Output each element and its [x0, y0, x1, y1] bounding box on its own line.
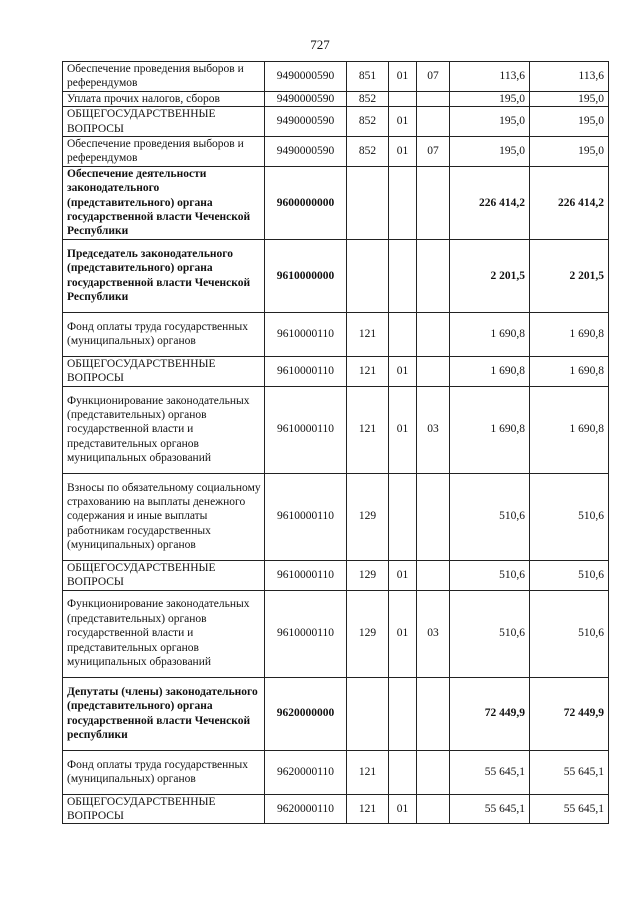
c4-cell — [389, 677, 417, 750]
table-row — [63, 91, 609, 106]
value1-cell: 510,6 — [450, 473, 530, 560]
value2-cell: 510,6 — [530, 473, 609, 560]
name-cell: Обеспечение проведения выборов и референдумов — [63, 62, 265, 92]
code-cell: 9610000110 — [265, 473, 347, 560]
c3-cell — [347, 239, 389, 312]
c5-cell — [417, 356, 450, 386]
name-cell: Функционирование законодательных (представительных) органов государственной власти и представительных органов муниципальных образований — [63, 590, 265, 677]
value2-cell: 195,0 — [530, 137, 609, 167]
c3-cell: 121 — [347, 356, 389, 386]
page-number: 727 — [310, 37, 330, 52]
value1-cell: 1 690,8 — [450, 356, 530, 386]
value1-cell: 195,0 — [450, 137, 530, 167]
table-row — [63, 386, 609, 473]
value1-cell: 1 690,8 — [450, 312, 530, 356]
value2-cell: 55 645,1 — [530, 750, 609, 794]
c4-cell: 01 — [389, 107, 417, 137]
c5-cell: 07 — [417, 137, 450, 167]
c4-cell — [389, 312, 417, 356]
table-row — [63, 137, 609, 167]
value1-cell: 55 645,1 — [450, 750, 530, 794]
c5-cell — [417, 750, 450, 794]
c5-cell: 03 — [417, 386, 450, 473]
c4-cell: 01 — [389, 590, 417, 677]
c4-cell — [389, 750, 417, 794]
code-cell: 9490000590 — [265, 62, 347, 92]
table-row — [63, 590, 609, 677]
c5-cell — [417, 677, 450, 750]
c3-cell — [347, 677, 389, 750]
name-cell: ОБЩЕГОСУДАРСТВЕННЫЕ ВОПРОСЫ — [63, 560, 265, 590]
c5-cell — [417, 166, 450, 239]
name-cell: Функционирование законодательных (представительных) органов государственной власти и представительных органов муниципальных образований — [63, 386, 265, 473]
c3-cell: 121 — [347, 750, 389, 794]
c4-cell: 01 — [389, 560, 417, 590]
c4-cell — [389, 91, 417, 106]
c5-cell — [417, 107, 450, 137]
value2-cell: 113,6 — [530, 62, 609, 92]
name-cell: ОБЩЕГОСУДАРСТВЕННЫЕ ВОПРОСЫ — [63, 107, 265, 137]
c5-cell: 07 — [417, 62, 450, 92]
c3-cell: 851 — [347, 62, 389, 92]
c3-cell: 121 — [347, 386, 389, 473]
c5-cell — [417, 794, 450, 824]
name-cell: ОБЩЕГОСУДАРСТВЕННЫЕ ВОПРОСЫ — [63, 356, 265, 386]
table-row — [63, 794, 609, 824]
c4-cell — [389, 239, 417, 312]
name-cell: Фонд оплаты труда государственных (муниципальных) органов — [63, 312, 265, 356]
code-cell: 9610000110 — [265, 590, 347, 677]
table-row — [63, 356, 609, 386]
table-row — [63, 677, 609, 750]
name-cell: Уплата прочих налогов, сборов — [63, 91, 265, 106]
code-cell: 9490000590 — [265, 107, 347, 137]
c3-cell: 121 — [347, 794, 389, 824]
value2-cell: 195,0 — [530, 91, 609, 106]
c4-cell — [389, 166, 417, 239]
value1-cell: 72 449,9 — [450, 677, 530, 750]
table-row — [63, 62, 609, 92]
code-cell: 9610000000 — [265, 239, 347, 312]
value2-cell: 1 690,8 — [530, 312, 609, 356]
c3-cell: 852 — [347, 91, 389, 106]
table-row — [63, 312, 609, 356]
c5-cell — [417, 312, 450, 356]
code-cell: 9610000110 — [265, 312, 347, 356]
code-cell: 9610000110 — [265, 560, 347, 590]
c4-cell: 01 — [389, 794, 417, 824]
name-cell: Фонд оплаты труда государственных (муниципальных) органов — [63, 750, 265, 794]
code-cell: 9600000000 — [265, 166, 347, 239]
value2-cell: 510,6 — [530, 590, 609, 677]
value2-cell: 72 449,9 — [530, 677, 609, 750]
code-cell: 9610000110 — [265, 386, 347, 473]
code-cell: 9490000590 — [265, 91, 347, 106]
value1-cell: 2 201,5 — [450, 239, 530, 312]
table-row — [63, 750, 609, 794]
value2-cell: 195,0 — [530, 107, 609, 137]
c3-cell: 129 — [347, 473, 389, 560]
value2-cell: 226 414,2 — [530, 166, 609, 239]
code-cell: 9490000590 — [265, 137, 347, 167]
value2-cell: 2 201,5 — [530, 239, 609, 312]
name-cell: Депутаты (члены) законодательного (представительного) органа государственной власти Чеченской республики — [63, 677, 265, 750]
name-cell: ОБЩЕГОСУДАРСТВЕННЫЕ ВОПРОСЫ — [63, 794, 265, 824]
c5-cell — [417, 91, 450, 106]
c3-cell: 852 — [347, 137, 389, 167]
c5-cell — [417, 560, 450, 590]
budget-table — [62, 61, 609, 824]
table-row — [63, 560, 609, 590]
c4-cell: 01 — [389, 137, 417, 167]
value2-cell: 55 645,1 — [530, 794, 609, 824]
name-cell: Обеспечение проведения выборов и референдумов — [63, 137, 265, 167]
value1-cell: 55 645,1 — [450, 794, 530, 824]
c5-cell — [417, 239, 450, 312]
code-cell: 9620000110 — [265, 794, 347, 824]
table-body — [63, 62, 609, 824]
value1-cell: 1 690,8 — [450, 386, 530, 473]
code-cell: 9610000110 — [265, 356, 347, 386]
value1-cell: 113,6 — [450, 62, 530, 92]
value1-cell: 226 414,2 — [450, 166, 530, 239]
c3-cell: 121 — [347, 312, 389, 356]
value1-cell: 510,6 — [450, 560, 530, 590]
value2-cell: 510,6 — [530, 560, 609, 590]
c4-cell: 01 — [389, 62, 417, 92]
value1-cell: 510,6 — [450, 590, 530, 677]
code-cell: 9620000000 — [265, 677, 347, 750]
c5-cell — [417, 473, 450, 560]
c3-cell — [347, 166, 389, 239]
table-row — [63, 166, 609, 239]
value2-cell: 1 690,8 — [530, 356, 609, 386]
name-cell: Взносы по обязательному социальному страхованию на выплаты денежного содержания и иные выплаты работникам государственных (муниципальных) органов — [63, 473, 265, 560]
c5-cell: 03 — [417, 590, 450, 677]
c4-cell: 01 — [389, 386, 417, 473]
table-row — [63, 107, 609, 137]
c3-cell: 129 — [347, 590, 389, 677]
value1-cell: 195,0 — [450, 91, 530, 106]
value1-cell: 195,0 — [450, 107, 530, 137]
c4-cell: 01 — [389, 356, 417, 386]
c4-cell — [389, 473, 417, 560]
table-row — [63, 239, 609, 312]
table-row — [63, 473, 609, 560]
value2-cell: 1 690,8 — [530, 386, 609, 473]
code-cell: 9620000110 — [265, 750, 347, 794]
c3-cell: 129 — [347, 560, 389, 590]
name-cell: Обеспечение деятельности законодательного (представительного) органа государственной власти Чеченской Республики — [63, 166, 265, 239]
name-cell: Председатель законодательного (представительного) органа государственной власти Чеченской Республики — [63, 239, 265, 312]
c3-cell: 852 — [347, 107, 389, 137]
